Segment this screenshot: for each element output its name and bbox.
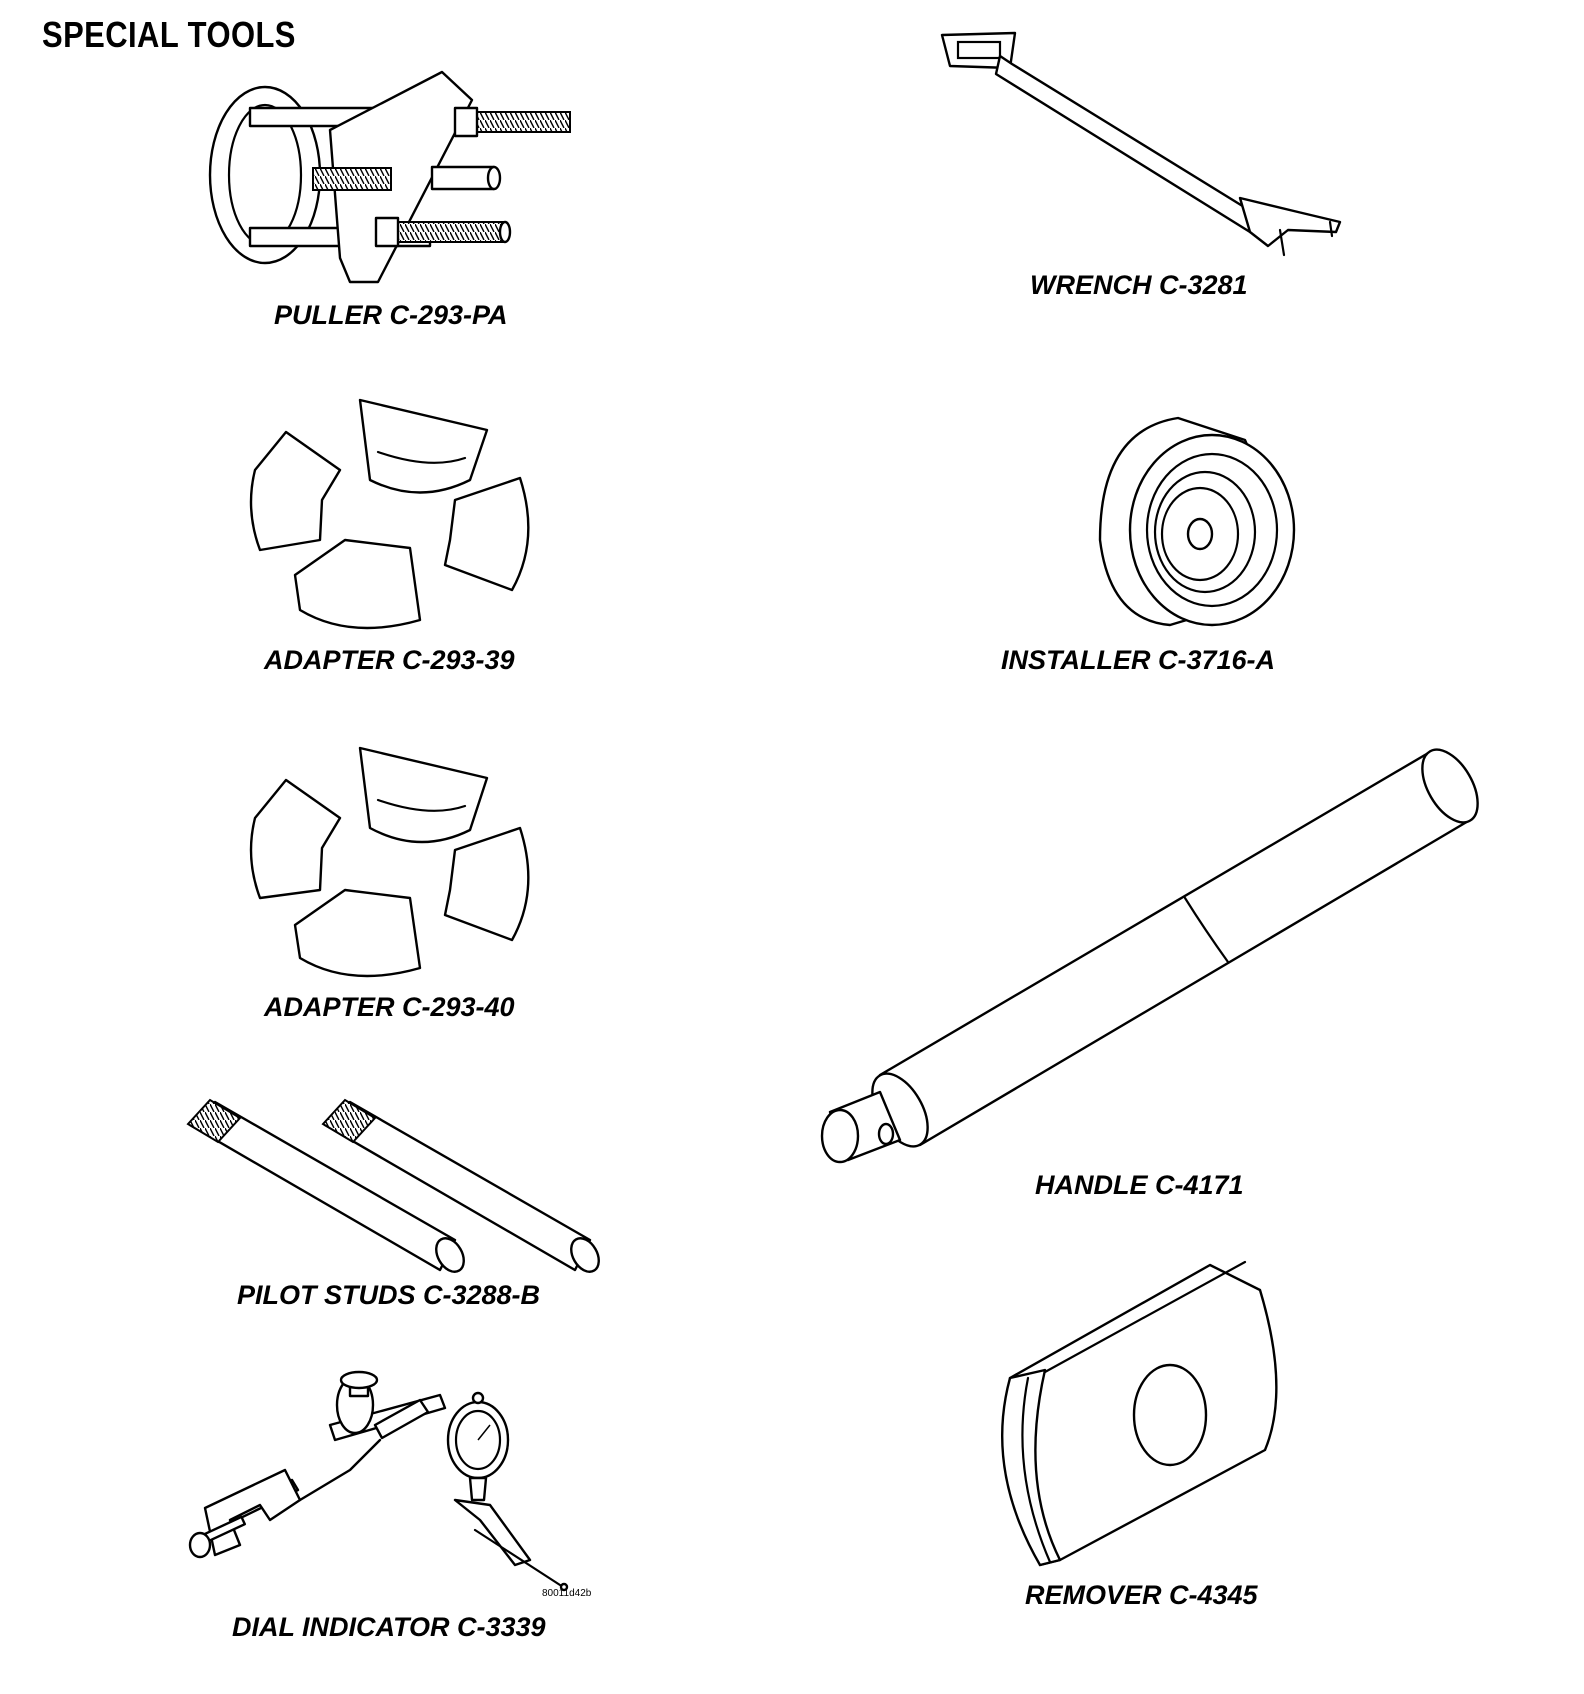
label-dial-indicator: DIAL INDICATOR C-3339 [232, 1612, 546, 1642]
dial-indicator-drawing [190, 1372, 567, 1590]
label-remover: REMOVER C-4345 [1025, 1580, 1258, 1610]
installer-drawing [1100, 418, 1294, 625]
label-adapter-40: ADAPTER C-293-40 [264, 992, 515, 1022]
label-adapter-39: ADAPTER C-293-39 [264, 645, 515, 675]
remover-drawing [1002, 1262, 1276, 1565]
adapter-39-drawing [251, 400, 528, 628]
page-title: SPECIAL TOOLS [42, 14, 296, 55]
label-installer: INSTALLER C-3716-A [1001, 645, 1276, 675]
label-handle: HANDLE C-4171 [1035, 1170, 1244, 1200]
figure-code: 80011d42b [542, 1588, 592, 1599]
adapter-40-drawing [251, 748, 528, 976]
label-puller: PULLER C-293-PA [274, 300, 508, 330]
puller-drawing [210, 72, 570, 282]
pilot-studs-drawing [188, 1100, 604, 1277]
wrench-drawing [942, 33, 1340, 255]
label-pilot-studs: PILOT STUDS C-3288-B [237, 1280, 541, 1310]
label-wrench: WRENCH C-3281 [1030, 270, 1248, 300]
handle-drawing [822, 740, 1489, 1162]
